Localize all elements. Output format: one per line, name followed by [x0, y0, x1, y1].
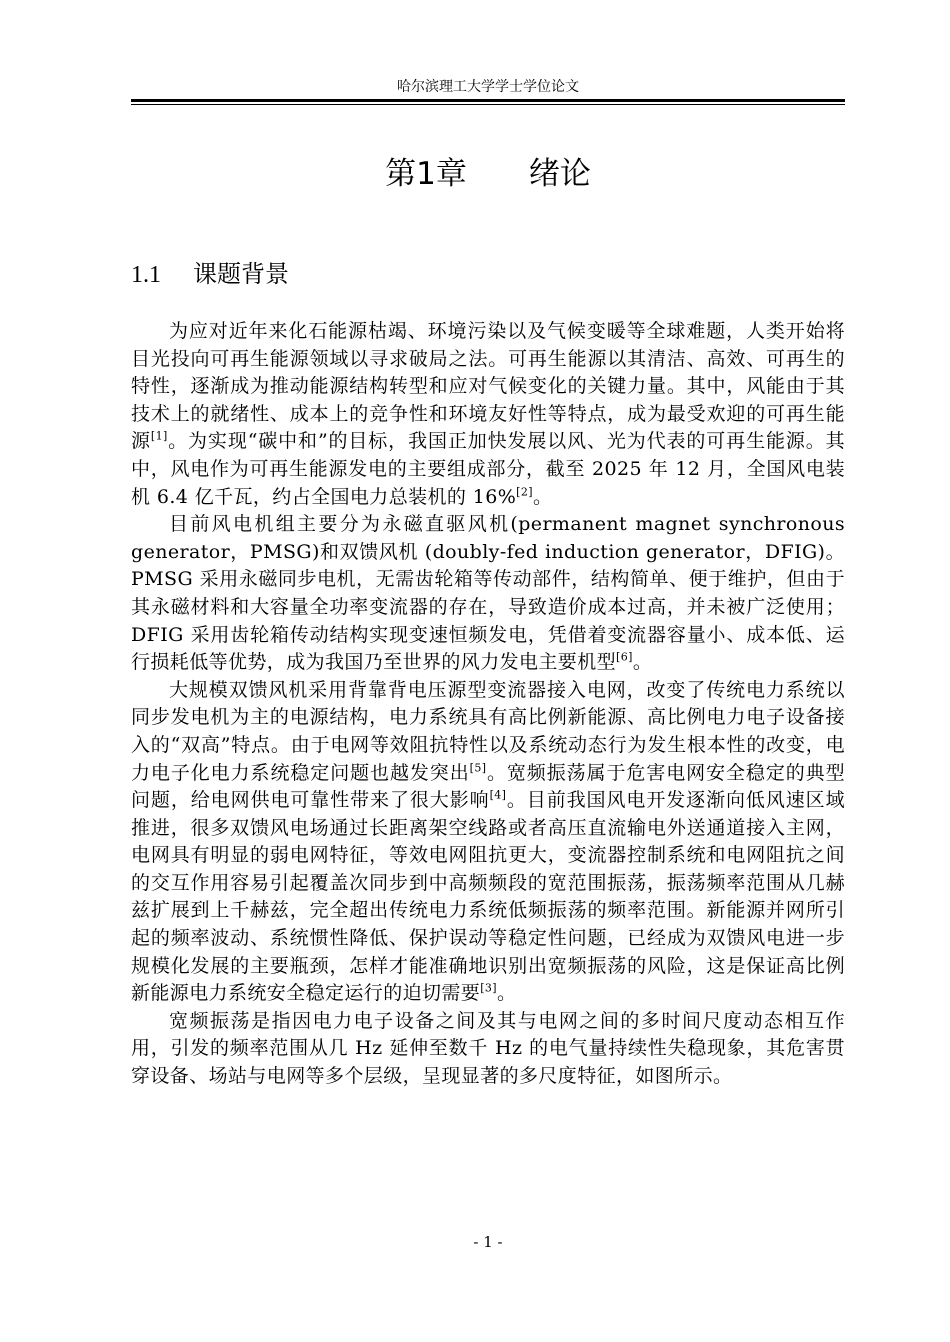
- citation: [1]: [150, 430, 168, 444]
- body-text: [131, 318, 845, 1091]
- citation: [5]: [469, 761, 487, 775]
- running-header: 哈尔滨理工大学学士学位论文: [397, 79, 579, 95]
- paragraph-text: 。: [632, 651, 653, 674]
- paragraph-text: 。目前我国风电开发逐渐向低风速区域推进，很多双馈风电场通过长距离架空线路或者高压直流输电外送通道接入主网，电网具有明显的弱电网特征，等效电网阻抗更大，变流器控制系统和电网阻抗之间的交互作用容易引起覆盖次同步到中高频频段的宽范围振荡，振荡频率范围从几赫兹扩展到上千赫兹，完全超出传统电力系统低频振荡的频率范围。新能源并网所引起的频率波动、系统惯性降低、保护误动等稳定性问题，已经成为双馈风电进一步规模化发展的主要瓶颈，怎样才能准确地识别出宽频振荡的风险，这是保证高比例新能源电力系统安全稳定运行的迫切需要: [131, 789, 845, 1005]
- citation: [6]: [616, 650, 633, 664]
- section-heading: [131, 257, 289, 292]
- paragraph-4: [131, 1008, 845, 1091]
- paragraph-text: 。宽频振荡属于危害电网安全稳定的典型问题，给电网供电可靠性带来了很大影响: [131, 761, 845, 812]
- header-rule-thin: [131, 104, 845, 105]
- paragraph-text: 。: [532, 485, 553, 508]
- paragraph-text: 宽频振荡是指因电力电子设备之间及其与电网之间的多时间尺度动态相互作用，引发的频率范围从几 Hz 延伸至数千 Hz 的电气量持续性失稳现象，其危害贯穿设备、场站与电网等多个层级，呈现显著的多尺度特征，如图所示。: [131, 1009, 845, 1088]
- paragraph-text: 大规模双馈风机采用背靠背电压源型变流器接入电网，改变了传统电力系统以同步发电机为主的电源结构，电力系统具有高比例新能源、高比例电力电子设备接入的“双高”特点。由于电网等效阻抗特性以及系统动态行为发生根本性的改变，电力电子化电力系统稳定问题也越发突出: [131, 678, 845, 784]
- header-rule: [131, 99, 845, 102]
- paragraph-text: 。为实现“碳中和”的目标，我国正加快发展以风、光为代表的可再生能源。其中，风电作为可再生能源发电的主要组成部分，截至 2025 年 12 月，全国风电装机 6.4 亿千瓦，约占全国电力总装机的 16%: [131, 430, 845, 508]
- paragraph-3: [131, 677, 845, 1008]
- citation: [4]: [489, 788, 507, 802]
- paragraph-text: 目前风电机组主要分为永磁直驱风机(permanent magnet synchronous generator，PMSG)和双馈风机 (doubly-fed induction generator，DFIG)。PMSG 采用永磁同步电机，无需齿轮箱等传动部件，结构简单、便于维护，但由于其永磁材料和大容量全功率变流器的存在，导致造价成本过高，并未被广泛使用；DFIG 采用齿轮箱传动结构实现变速恒频发电，凭借着变流器容量小、成本低、运行损耗低等优势，成为我国乃至世界的风力发电主要机型: [131, 513, 845, 674]
- paragraph-2: [131, 511, 845, 677]
- section-number: 1.1: [131, 262, 161, 288]
- page-number: - 1 -: [473, 1233, 503, 1251]
- paragraph-text: 。: [497, 982, 517, 1005]
- citation: [3]: [480, 981, 497, 995]
- chapter-title: 第1章 绪论: [385, 156, 591, 192]
- section-title: 课题背景: [193, 260, 289, 288]
- paragraph-1: [131, 318, 845, 511]
- paragraph-text: 为应对近年来化石能源枯竭、环境污染以及气候变暖等全球难题，人类开始将目光投向可再生能源领域以寻求破局之法。可再生能源以其清洁、高效、可再生的特性，逐渐成为推动能源结构转型和应对气候变化的关键力量。其中，风能由于其技术上的就绪性、成本上的竞争性和环境友好性等特点，成为最受欢迎的可再生能源: [131, 320, 845, 453]
- citation: [2]: [516, 485, 533, 499]
